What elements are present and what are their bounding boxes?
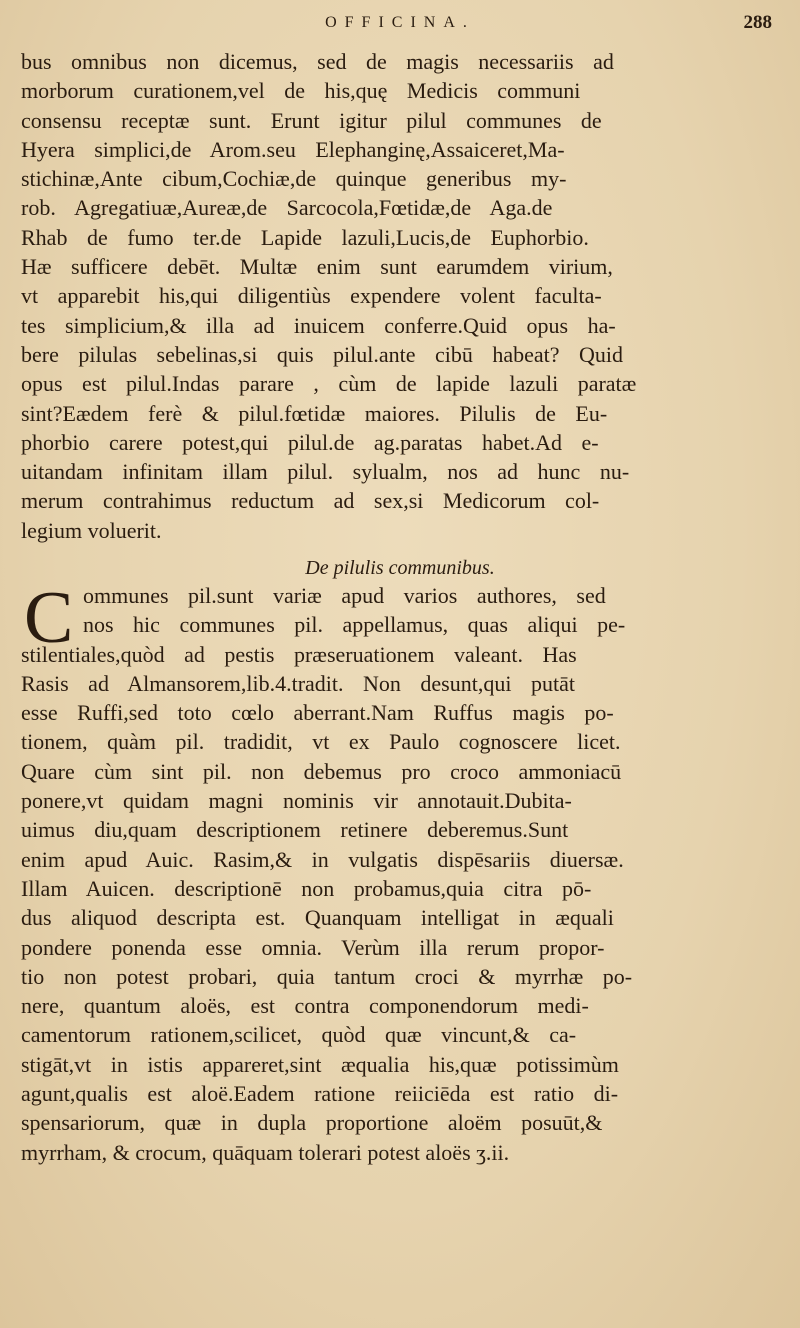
page-header bbox=[0, 14, 800, 48]
text-line: tes simplicium,& illa ad inuicem conferre.Quid opus ha- bbox=[21, 312, 616, 338]
text-line: uitandam infinitam illam pilul. sylualm, nos ad hunc nu- bbox=[21, 459, 630, 485]
text-line: tionem, quàm pil. tradidit, vt ex Paulo cognoscere licet. bbox=[21, 729, 621, 755]
text-line: vt apparebit his,qui diligentiùs expendere volent faculta- bbox=[21, 283, 602, 309]
drop-cap: C bbox=[24, 577, 74, 659]
running-title: OFFICINA. bbox=[325, 14, 475, 31]
text-line: Hæ sufficere debēt. Multæ enim sunt earumdem virium, bbox=[21, 254, 613, 280]
text-line: nos hic communes pil. appellamus, quas aliqui pe- bbox=[83, 612, 626, 638]
text-line: rob. Agregatiuæ,Aureæ,de Sarcocola,Fœtidæ,de Aga.de bbox=[21, 195, 553, 221]
text-line: enim apud Auic. Rasim,& in vulgatis dispēsariis diuersæ. bbox=[21, 846, 624, 872]
paragraph-2 bbox=[21, 577, 777, 1167]
text-line: opus est pilul.Indas parare , cùm de lapide lazuli paratæ bbox=[21, 371, 637, 397]
text-line: pondere ponenda esse omnia. Verùm illa rerum propor- bbox=[21, 934, 605, 960]
section-heading: De pilulis communibus. bbox=[305, 557, 495, 579]
text-line: morborum curationem,vel de his,quę Medicis communi bbox=[21, 78, 581, 104]
text-line: sint?Eædem ferè & pilul.fœtidæ maiores. Pilulis de Eu- bbox=[21, 400, 608, 426]
text-line: stilentiales,quòd ad pestis præseruationem valeant. Has bbox=[21, 641, 577, 667]
text-line: dus aliquod descripta est. Quanquam intelligat in æquali bbox=[21, 905, 614, 931]
paragraph-1 bbox=[21, 47, 773, 545]
text-line: ommunes pil.sunt variæ apud varios authores, sed bbox=[83, 583, 606, 608]
text-line: Rasis ad Almansorem,lib.4.tradit. Non desunt,qui putāt bbox=[21, 670, 575, 696]
text-line: Hyera simplici,de Arom.seu Elephanginę,Assaiceret,Ma- bbox=[21, 136, 565, 162]
text-line: stigāt,vt in istis appareret,sint æqualia his,quæ potissimùm bbox=[21, 1051, 619, 1077]
text-line: stichinæ,Ante cibum,Cochiæ,de quinque generibus my- bbox=[21, 166, 567, 192]
text-line: ponere,vt quidam magni nominis vir annotauit.Dubita- bbox=[21, 788, 572, 814]
page-number: 288 bbox=[743, 12, 772, 33]
text-line: myrrham, & crocum, quāquam tolerari potest aloës ʒ.ii. bbox=[21, 1139, 510, 1165]
text-line: spensariorum, quæ in dupla proportione aloëm posuūt,& bbox=[21, 1110, 603, 1136]
text-line: uimus diu,quam descriptionem retinere deberemus.Sunt bbox=[21, 817, 569, 843]
text-line: consensu receptæ sunt. Erunt igitur pilul communes de bbox=[21, 107, 602, 133]
text-line: tio non potest probari, quia tantum croci & myrrhæ po- bbox=[21, 963, 633, 989]
text-line: Quare cùm sint pil. non debemus pro croco ammoniacū bbox=[21, 758, 622, 784]
text-line: esse Ruffi,sed toto cœlo aberrant.Nam Ruffus magis po- bbox=[21, 700, 614, 726]
text-line: bere pilulas sebelinas,si quis pilul.ante cibū habeat? Quid bbox=[21, 341, 624, 367]
text-line: agunt,qualis est aloë.Eadem ratione reiiciēda est ratio di- bbox=[21, 1081, 619, 1107]
text-line: nere, quantum aloës, est contra componendorum medi- bbox=[21, 993, 589, 1019]
text-line: phorbio carere potest,qui pilul.de ag.paratas habet.Ad e- bbox=[21, 429, 599, 455]
text-line: bus omnibus non dicemus, sed de magis necessariis ad bbox=[21, 49, 614, 74]
text-line: legium voluerit. bbox=[21, 517, 162, 543]
text-line: Rhab de fumo ter.de Lapide lazuli,Lucis,de Euphorbio. bbox=[21, 224, 589, 250]
text-line: Illam Auicen. descriptionē non probamus,quia citra pō- bbox=[21, 875, 592, 901]
text-line: merum contrahimus reductum ad sex,si Medicorum col- bbox=[21, 488, 600, 514]
text-line: camentorum rationem,scilicet, quòd quæ vincunt,& ca- bbox=[21, 1022, 577, 1048]
